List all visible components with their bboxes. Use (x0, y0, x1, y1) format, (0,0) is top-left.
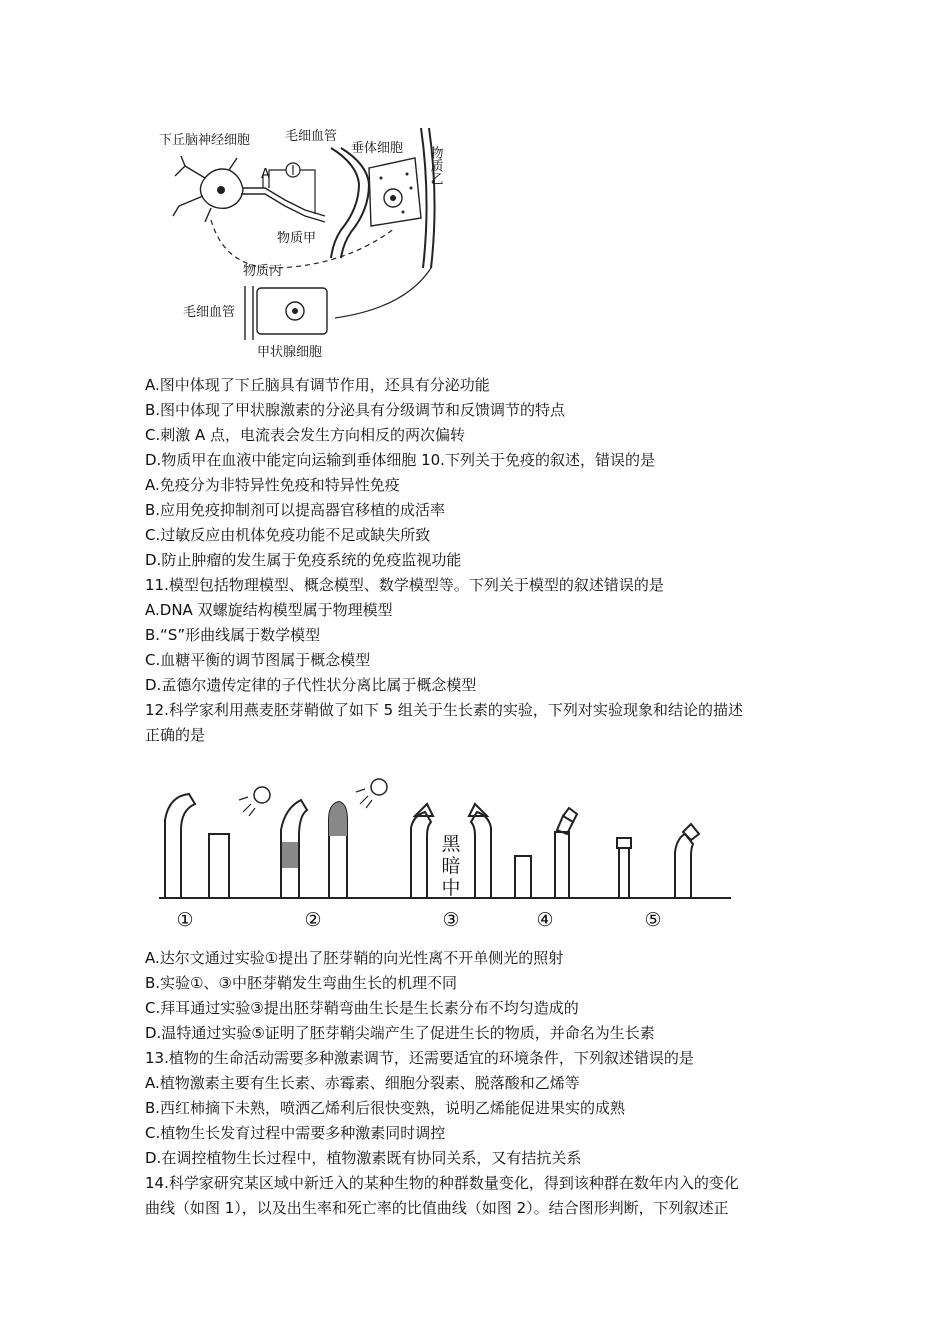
text-line: D.孟德尔遗传定律的子代性状分离比属于概念模型 (145, 676, 477, 694)
ammeter (269, 163, 315, 214)
text-line: C.拜耳通过实验③提出胚芽鞘弯曲生长是生长素分布不均匀造成的 (145, 999, 579, 1017)
text-line: B.西红柿摘下未熟，喷洒乙烯利后很快变熟，说明乙烯能促进果实的成熟 (145, 1099, 626, 1117)
text-line: 正确的是 (145, 726, 206, 744)
sun-icon (239, 787, 270, 816)
experiment-1 (165, 794, 229, 898)
text-line: C.植物生长发育过程中需要多种激素同时调控 (145, 1124, 446, 1142)
text-line: 曲线（如图 1），以及出生率和死亡率的比值曲线（如图 2）。结合图形判断，下列叙述正 (145, 1199, 729, 1217)
text-line: 13.植物的生命活动需要多种激素调节，还需要适宜的环境条件，下列叙述错误的是 (145, 1049, 694, 1067)
dark-label-2: 暗 (441, 855, 461, 877)
experiment-number-2: ② (304, 909, 322, 931)
text-line: B.实验①、③中胚芽鞘发生弯曲生长的机理不同 (145, 974, 457, 992)
label-capillary-bottom: 毛细血管 (183, 305, 236, 320)
thyroid-cell-shape (245, 286, 327, 340)
label-substance-a: 物质甲 (277, 231, 317, 246)
dark-label-3: 中 (441, 877, 461, 899)
text-line: A.植物激素主要有生长素、赤霉素、细胞分裂素、脱落酸和乙烯等 (145, 1074, 580, 1092)
coleoptile-experiments-diagram (145, 760, 745, 940)
question-text-block-1 (145, 373, 815, 748)
text-line: A.达尔文通过实验①提出了胚芽鞘的向光性离不开单侧光的照射 (145, 949, 564, 967)
experiment-number-4: ④ (536, 909, 554, 931)
mica-block (282, 842, 298, 868)
text-line: B.图中体现了甲状腺激素的分泌具有分级调节和反馈调节的特点 (145, 401, 566, 419)
experiment-number-5: ⑤ (644, 909, 662, 931)
pituitary-granules (380, 173, 413, 214)
label-thyroid-cell: 甲状腺细胞 (257, 345, 323, 360)
text-line: D.物质甲在血液中能定向运输到垂体细胞 10.下列关于免疫的叙述，错误的是 (145, 451, 655, 469)
hormone-regulation-diagram (145, 118, 455, 366)
thyroid-nucleus (292, 308, 298, 314)
tsh-arrow (335, 268, 431, 318)
neuron-shape (173, 156, 325, 222)
label-substance-b: 物质乙 (427, 146, 443, 185)
question-text-block-2 (145, 946, 815, 1221)
experiment-4 (515, 808, 577, 898)
text-line: D.防止肿瘤的发生属于免疫系统的免疫监视功能 (145, 551, 462, 569)
text-line: A.免疫分为非特异性免疫和特异性免疫 (145, 476, 400, 494)
pituitary-nucleus (390, 195, 396, 201)
text-line: 14.科学家研究某区域中新迁入的某种生物的种群数量变化，得到该种群在数年内入的变化 (145, 1174, 739, 1192)
text-line: A.DNA 双螺旋结构模型属于物理模型 (145, 601, 393, 619)
experiment-number-3: ③ (442, 909, 460, 931)
pituitary-cell-shape (369, 158, 421, 226)
label-capillary-top: 毛细血管 (285, 129, 338, 144)
text-line: C.刺激 A 点，电流表会发生方向相反的两次偏转 (145, 426, 466, 444)
text-line: B.“S”形曲线属于数学模型 (145, 626, 321, 644)
label-point-a: A (261, 167, 270, 182)
text-line: C.过敏反应由机体免疫功能不足或缺失所致 (145, 526, 431, 544)
text-line: B.应用免疫抑制剂可以提高器官移植的成活率 (145, 501, 446, 519)
experiment-number-1: ① (176, 909, 194, 931)
label-substance-c: 物质丙 (243, 264, 283, 279)
text-line: D.在调控植物生长过程中，植物激素既有协同关系，又有拮抗关系 (145, 1149, 582, 1167)
text-line: A.图中体现了下丘脑具有调节作用，还具有分泌功能 (145, 376, 490, 394)
label-pituitary-cell: 垂体细胞 (351, 141, 404, 156)
label-hypothalamus-neuron: 下丘脑神经细胞 (159, 133, 251, 148)
experiment-5 (617, 824, 699, 898)
text-line: C.血糖平衡的调节图属于概念模型 (145, 651, 371, 669)
text-line: D.温特通过实验⑤证明了胚芽鞘尖端产生了促进生长的物质，并命名为生长素 (145, 1024, 655, 1042)
text-line: 11.模型包括物理模型、概念模型、数学模型等。下列关于模型的叙述错误的是 (145, 576, 664, 594)
capillary-top-shape (331, 148, 369, 258)
neuron-nucleus (217, 186, 225, 194)
dark-label-1: 黑 (441, 833, 461, 855)
text-line: 12.科学家利用燕麦胚芽鞘做了如下 5 组关于生长素的实验，下列对实验现象和结论的描述 (145, 701, 743, 719)
sun-icon (356, 779, 387, 808)
